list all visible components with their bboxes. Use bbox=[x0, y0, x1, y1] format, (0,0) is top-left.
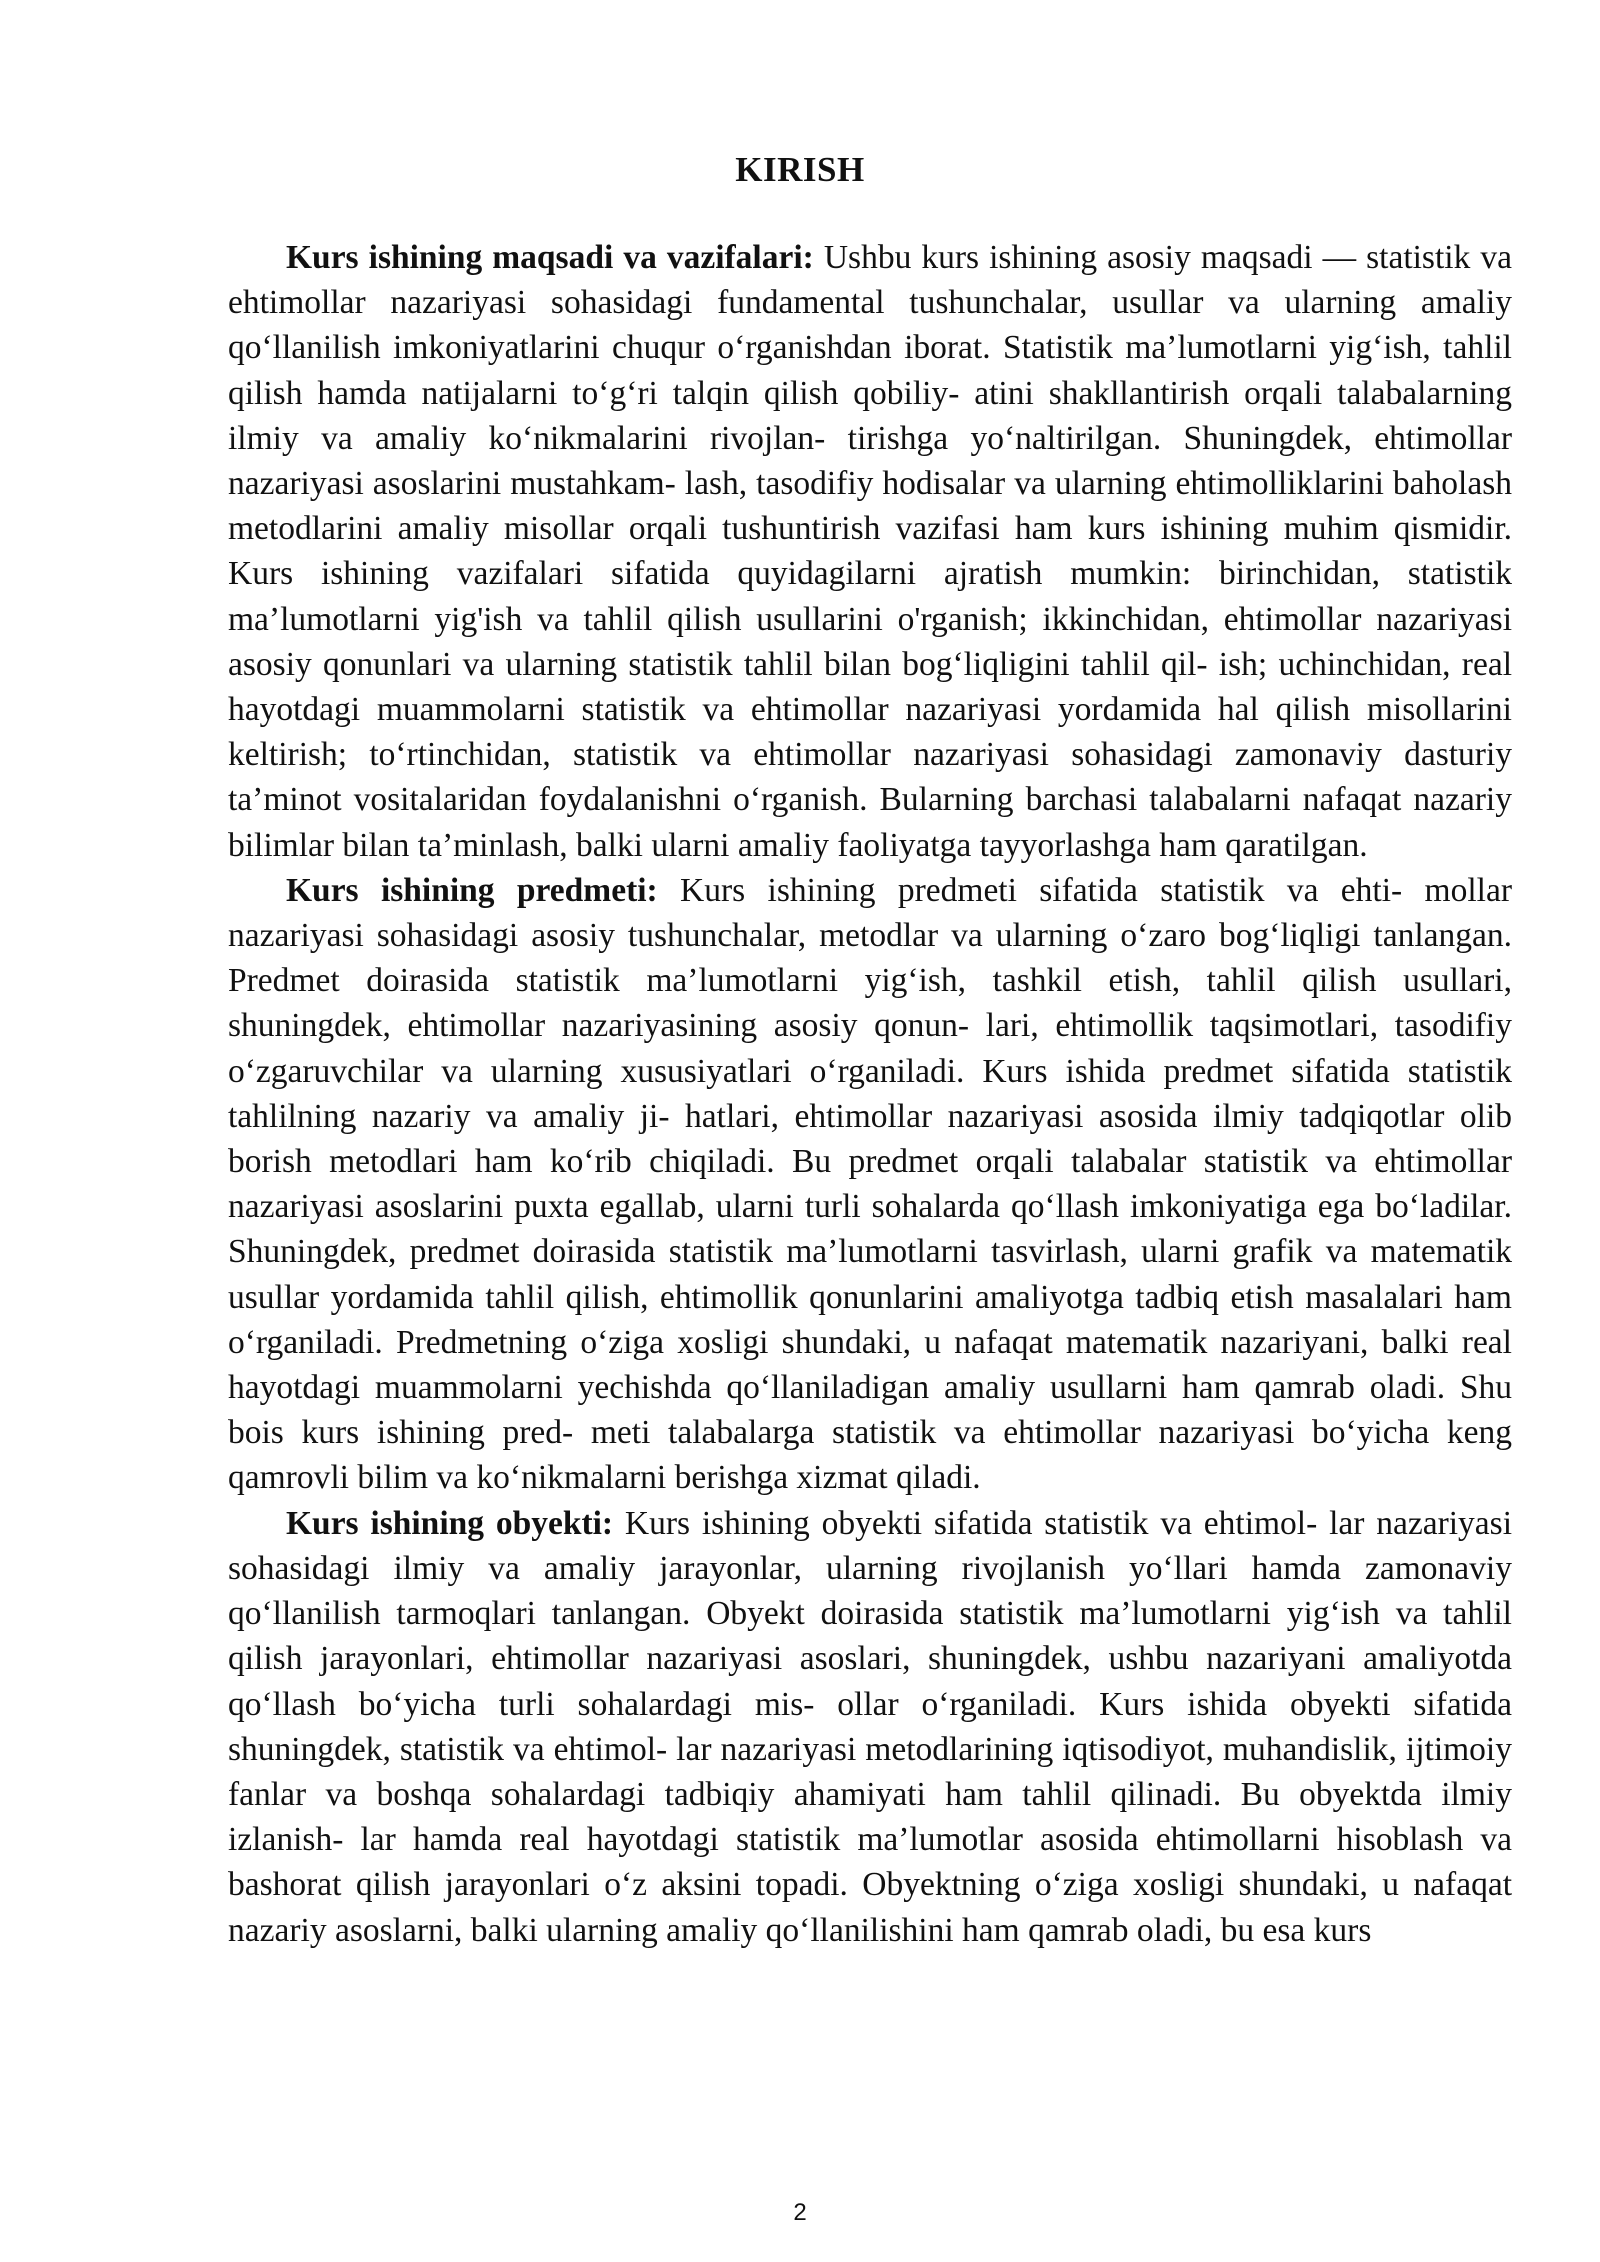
page-number: 2 bbox=[793, 2199, 807, 2226]
paragraph-object bbox=[228, 1501, 1512, 1953]
paragraph-text: Kurs ishining predmeti sifatida statistik va ehti- mollar nazariyasi sohasidagi asosiy tushunchalar, metodlar va ularning o‘zaro bog‘liqligi tanlangan. Predmet doirasida statistik ma’lumotlarni yig‘ish, tashkil etish, tahlil qilish usullari, shuningdek, ehtimollar nazariyasining asosiy qonun- lari, ehtimollik taqsimotlari, tasodifiy o‘zgaruvchilar va ularning xususiyatlari o‘rganiladi. Kurs ishida predmet sifatida statistik tahlilning nazariy va amaliy ji- hatlari, ehtimollar nazariyasi asosida ilmiy tadqiqotlar olib borish metodlari ham ko‘rib chiqiladi. Bu predmet orqali talabalar statistik va ehtimollar nazariyasi asoslarini puxta egallab, ularni turli sohalarda qo‘llash imkoniyatiga ega bo‘ladilar. Shuningdek, predmet doirasida statistik ma’lumotlarni tasvirlash, ularni grafik va matematik usullar yordamida tahlil qilish, ehtimollik qonunlarini amaliyotga tadbiq etish masalalari ham o‘rganiladi. Predmetning o‘ziga xosligi shundaki, u nafaqat matematik nazariyani, balki real hayotdagi muammolarni yechishda qo‘llaniladigan amaliy usullarni ham qamrab oladi. Shu bois kurs ishining pred- meti talabalarga statistik va ehtimollar nazariyasi bo‘yicha keng qamrovli bilim va ko‘nikmalarni berishga xizmat qiladi. bbox=[228, 871, 1512, 1497]
paragraph-lead: Kurs ishining predmeti: bbox=[286, 871, 658, 909]
section-heading: KIRISH bbox=[735, 150, 865, 189]
paragraph-lead: Kurs ishining obyekti: bbox=[286, 1504, 614, 1542]
paragraph-text: Ushbu kurs ishining asosiy maqsadi — statistik va ehtimollar nazariyasi sohasidagi fundamental tushunchalar, usullar va ularning amaliy qo‘llanilish imkoniyatlarini chuqur o‘rganishdan iborat. Statistik ma’lumotlarni yig‘ish, tahlil qilish hamda natijalarni to‘g‘ri talqin qilish qobiliy- atini shakllantirish orqali talabalarning ilmiy va amaliy ko‘nikmalarini rivojlan- tirishga yo‘naltirilgan. Shuningdek, ehtimollar nazariyasi asoslarini mustahkam- lash, tasodifiy hodisalar va ularning ehtimolliklarini baholash metodlarini amaliy misollar orqali tushuntirish vazifasi ham kurs ishining muhim qismidir. Kurs ishining vazifalari sifatida quyidagilarni ajratish mumkin: birinchidan, statistik ma’lumotlarni yig'ish va tahlil qilish usullarini o'rganish; ikkinchidan, ehtimollar nazariyasi asosiy qonunlari va ularning statistik tahlil bilan bog‘liqligini tahlil qil- ish; uchinchidan, real hayotdagi muammolarni statistik va ehtimollar nazariyasi yordamida hal qilish misollarini keltirish; to‘rtinchidan, statistik va ehtimollar nazariyasi sohasidagi zamonaviy dasturiy ta’minot vositalaridan foydalanishni o‘rganish. Bularning barchasi talabalarni nafaqat nazariy bilimlar bilan ta’minlash, balki ularni amaliy faoliyatga tayyorlashga ham qaratilgan. bbox=[228, 239, 1512, 864]
paragraph-goals bbox=[228, 235, 1512, 868]
paragraph-subject bbox=[228, 868, 1512, 1501]
paragraph-lead: Kurs ishining maqsadi va vazifalari: bbox=[286, 239, 814, 276]
paragraph-text: Kurs ishining obyekti sifatida statistik va ehtimol- lar nazariyasi sohasidagi ilmiy va amaliy jarayonlar, ularning rivojlanish yo‘llari hamda zamonaviy qo‘llanilish tarmoqlari tanlangan. Obyekt doirasida statistik ma’lumotlarni yig‘ish va tahlil qilish jarayonlari, ehtimollar nazariyasi asoslari, shuningdek, ushbu nazariyani amaliyotda qo‘llash bo‘yicha turli sohalardagi mis- ollar o‘rganiladi. Kurs ishida obyekti sifatida shuningdek, statistik va ehtimol- lar nazariyasi metodlarining iqtisodiyot, muhandislik, ijtimoiy fanlar va boshqa sohalardagi tadbiqiy ahamiyati ham tahlil qilinadi. Bu obyektda ilmiy izlanish- lar hamda real hayotdagi statistik ma’lumotlar asosida ehtimollarni hisoblash va bashorat qilish jarayonlari o‘z aksini topadi. Obyektning o‘ziga xosligi shundaki, u nafaqat nazariy asoslarni, balki ularning amaliy qo‘llanilishini ham qamrab oladi, bu esa kurs bbox=[228, 1504, 1513, 1949]
body-text bbox=[228, 235, 1512, 1953]
